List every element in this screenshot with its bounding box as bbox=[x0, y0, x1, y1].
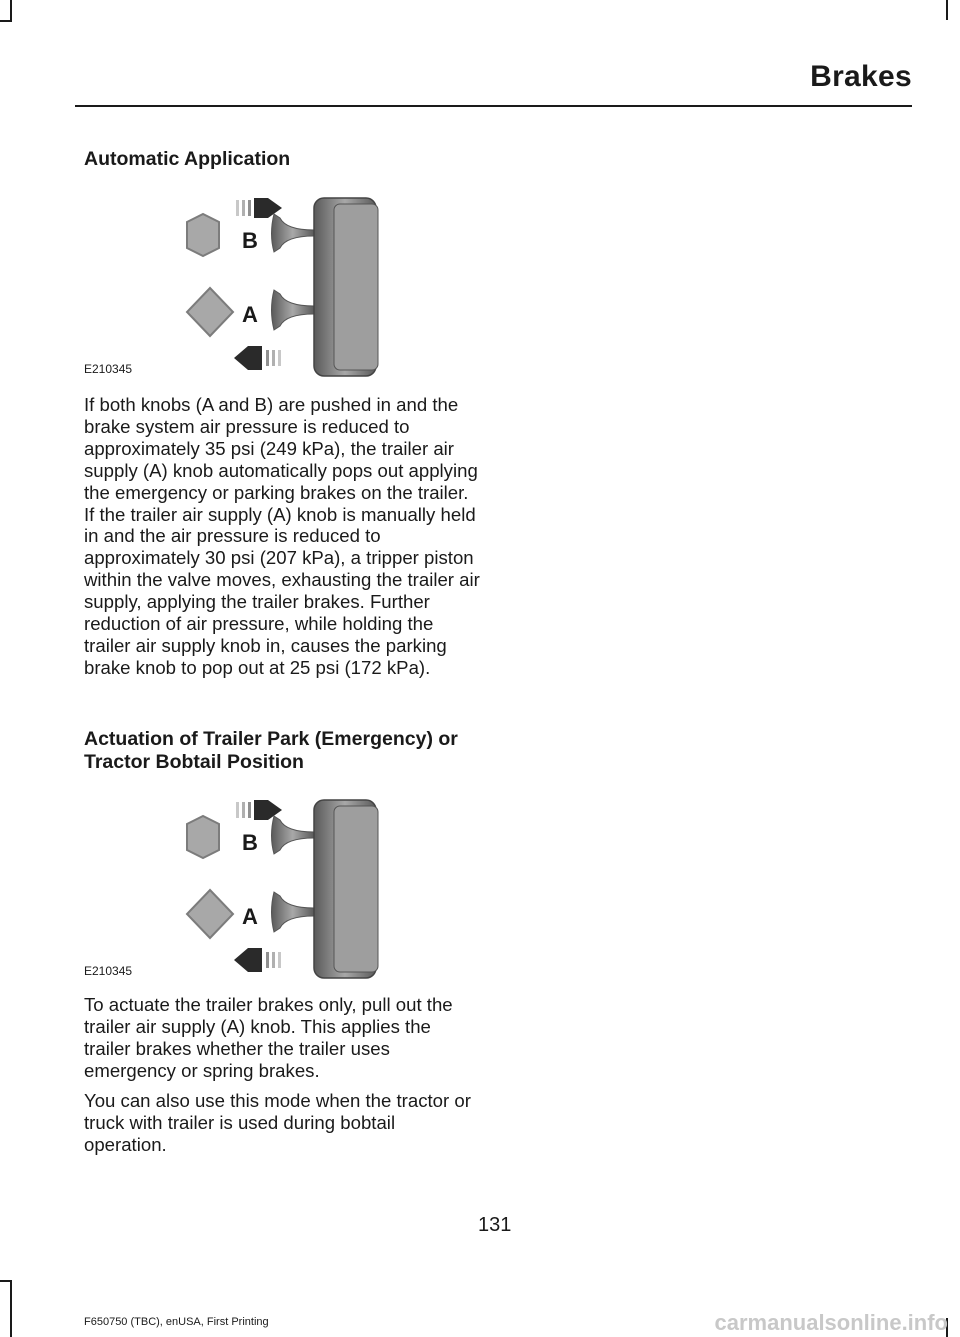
brake-valve-illustration bbox=[84, 190, 464, 380]
trailer-park-paragraph-2: You can also use this mode when the tractor or truck with trailer is used during bobtail operation. bbox=[84, 1090, 471, 1155]
figure-code: E210345 bbox=[84, 362, 133, 376]
section-heading-automatic-application: Automatic Application bbox=[84, 148, 291, 170]
arrow-right-icon bbox=[254, 198, 282, 218]
diamond-knob-icon bbox=[187, 288, 233, 336]
page-number: 131 bbox=[478, 1214, 512, 1236]
section-heading-trailer-park: Actuation of Trailer Park (Emergency) or Tractor Bobtail Position bbox=[84, 728, 458, 773]
figure-code: E210345 bbox=[84, 964, 133, 978]
svg-text:B: B bbox=[242, 228, 258, 253]
diamond-knob-icon bbox=[187, 890, 233, 938]
arrow-left-icon bbox=[234, 346, 262, 370]
watermark: carmanualsonline.info bbox=[714, 1310, 948, 1335]
trailer-park-paragraph-1: To actuate the trailer brakes only, pull out the trailer air supply (A) knob. This applies the trailer brakes whether the trailer uses emergency or spring brakes. bbox=[84, 994, 453, 1081]
crop-mark-top-right-v bbox=[946, 0, 948, 20]
svg-text:A: A bbox=[242, 904, 258, 929]
brake-valve-illustration bbox=[84, 792, 464, 982]
crop-mark-top-left-v bbox=[10, 0, 12, 20]
svg-text:A: A bbox=[242, 302, 258, 327]
automatic-application-paragraph: If both knobs (A and B) are pushed in and the brake system air pressure is reduced to approximately 35 psi (249 kPa), the trailer air supply (A) knob automatically pops out applying the emergency or parking brakes on the trailer. If the trailer air supply (A) knob is manually held in and the air pressure is reduced to approximately 30 psi (207 kPa), a tripper piston within the valve moves, exhausting the trailer air supply, applying the trailer brakes. Further reduction of air pressure, while holding the trailer air supply knob in, causes the parking brake knob to pop out at 25 psi (172 kPa). bbox=[84, 394, 480, 678]
hexagon-knob-icon bbox=[187, 214, 219, 256]
crop-mark-bottom-left-v bbox=[10, 1280, 12, 1337]
arrow-left-icon bbox=[234, 948, 262, 972]
svg-text:B: B bbox=[242, 830, 258, 855]
footer-text: F650750 (TBC), enUSA, First Printing bbox=[84, 1316, 269, 1328]
arrow-right-icon bbox=[254, 800, 282, 820]
brake-knobs-figure-2 bbox=[84, 792, 464, 982]
crop-mark-bottom-left-h bbox=[0, 1280, 12, 1282]
header-rule bbox=[75, 105, 912, 107]
crop-mark-top-left-h bbox=[0, 20, 12, 22]
page-title: Brakes bbox=[810, 60, 912, 93]
brake-knobs-figure-1 bbox=[84, 190, 464, 380]
hexagon-knob-icon bbox=[187, 816, 219, 858]
